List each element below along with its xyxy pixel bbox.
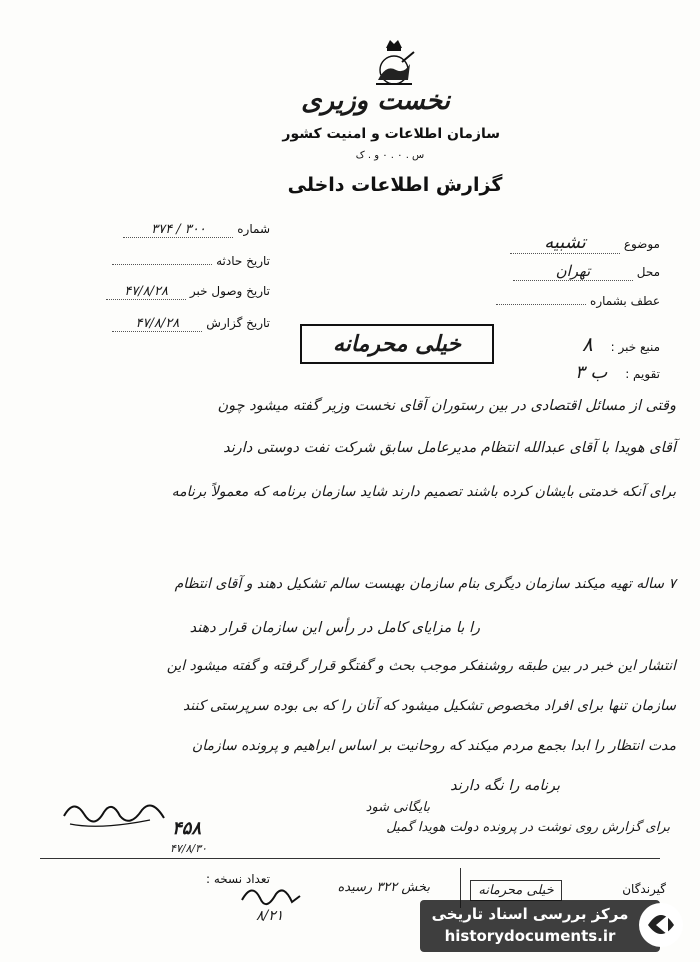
organization-name: سازمان اطلاعات و امنیت کشور: [282, 126, 500, 142]
body-line: انتشار این خبر در بین طبقه روشنفکر موجب بحث و گفتگو قرار گرفته و گفته میشود این: [166, 658, 676, 674]
body-line: را با مزایای کامل در رأس این سازمان قرار دهند: [189, 620, 480, 636]
evaluation-field: تقویم : ب ۳: [575, 362, 660, 383]
signature-scribble: [60, 790, 170, 834]
body-line: وقتی از مسائل اقتصادی در بین رستوران آقای نخست وزیر گفته میشود چون: [217, 398, 676, 414]
subject-value: تشبیه: [510, 232, 620, 254]
receipt-date-field: تاریخ وصول خبر ۴۷/۸/۲۸: [70, 284, 270, 300]
report-date-field: تاریخ گزارش ۴۷/۸/۲۸: [70, 316, 270, 332]
incident-date-field: تاریخ حادثه: [70, 254, 270, 268]
body-line: برنامه را نگه دارند: [450, 778, 560, 794]
reference-field: عطف بشماره: [480, 294, 660, 308]
signature-date: ۸/۲۱: [256, 908, 284, 924]
number-value: ۳۰۰ / ۳۷۴: [123, 222, 233, 238]
number-field: شماره ۳۰۰ / ۳۷۴: [70, 222, 270, 238]
incident-date-value: [112, 264, 212, 265]
report-type-title: گزارش اطلاعات داخلی: [287, 174, 503, 196]
subject-field: موضوع تشبیه: [480, 232, 660, 254]
signature-note: بخش ۳۲۲ رسیده: [337, 880, 430, 895]
document-code: س . ۰ . ۰ و . ک: [355, 150, 425, 161]
body-line: سازمان تنها برای افراد مخصوص تشکیل میشود که آنان را که بی بوده سرپرستی کنند: [182, 698, 676, 714]
place-value: تهران: [513, 262, 633, 281]
receipt-date-value: ۴۷/۸/۲۸: [106, 284, 186, 300]
reference-value: [496, 304, 586, 305]
archive-note: بایگانی شود: [365, 800, 430, 815]
copies-field: تعداد نسخه :: [205, 872, 270, 886]
note-date: ۴۷/۸/۳۰: [170, 842, 207, 855]
body-line: آقای هویدا با آقای عبدالله انتظام مدیرعامل سابق شرکت نفت دوستی دارند: [223, 440, 676, 456]
evaluation-value: ب ۳: [575, 362, 608, 383]
place-field: محل تهران: [480, 262, 660, 281]
source-value: ۸: [582, 332, 593, 356]
recipients-stamp: خیلی محرمانه: [470, 880, 562, 901]
watermark-text-en: historydocuments.ir: [444, 927, 616, 945]
watermark-text-fa: مرکز بررسی اسناد تاریخی: [431, 905, 629, 923]
recipients-label: گیرندگان: [622, 882, 666, 896]
source-field: منبع خبر : ۸: [582, 332, 660, 356]
footer-divider: [40, 858, 660, 859]
lion-and-sun-emblem: [364, 34, 424, 92]
body-line: ۷ ساله تهیه میکند سازمان دیگری بنام سازمان بهبست سالم تشکیل دهند و آقای انتظام: [174, 576, 676, 592]
instruction-note: برای گزارش روی نوشت در پرونده دولت هویدا گمیل: [386, 820, 670, 835]
ministry-title: نخست وزیری: [301, 86, 450, 116]
classification-stamp: خیلی محرمانه: [300, 324, 494, 364]
note-number: ۴۵۸: [172, 818, 202, 839]
report-date-value: ۴۷/۸/۲۸: [112, 316, 202, 332]
body-line: برای آنکه خدمتی بایشان کرده باشند تصمیم دارند شاید سازمان برنامه که معمولاً برنامه: [171, 484, 676, 500]
body-line: مدت انتظار را ابدا بجمع مردم میکند که روحانیت بر اساس ابراهیم و پرونده سازمان: [191, 738, 676, 754]
watermark-logo-icon: [636, 895, 686, 955]
